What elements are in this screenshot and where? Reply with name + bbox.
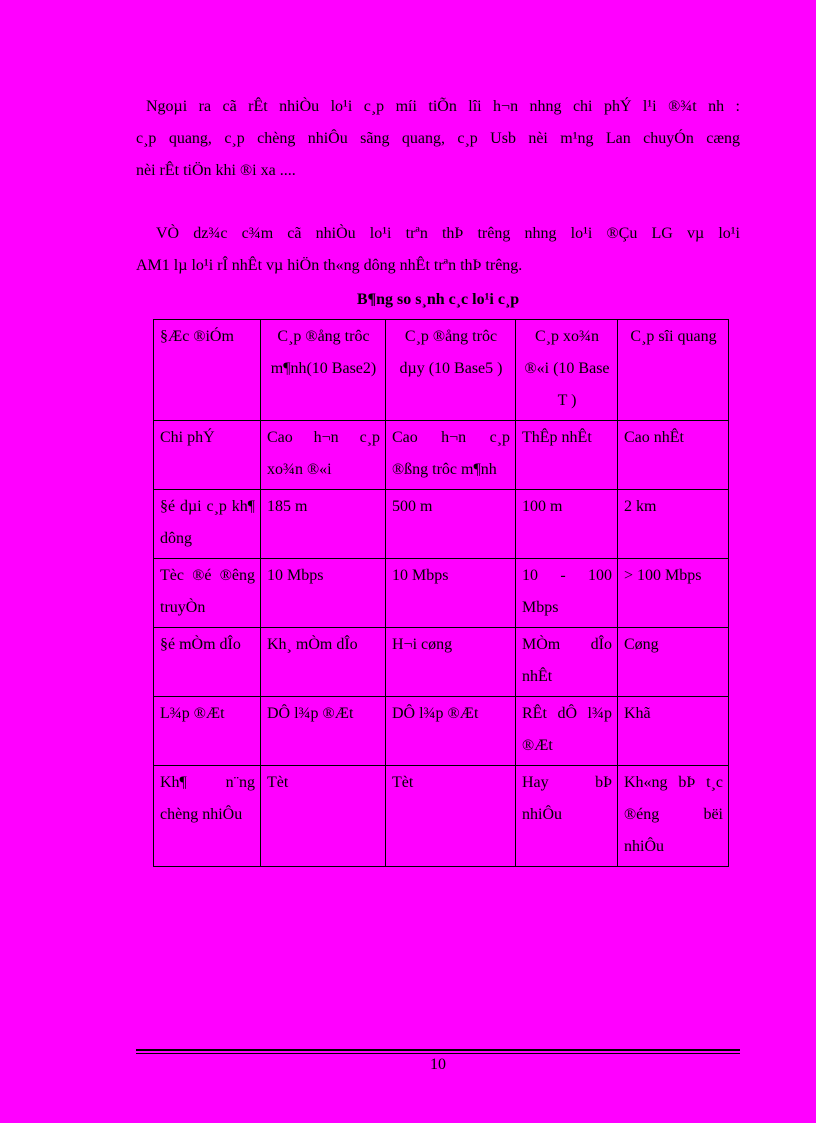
table-cell: MÒm dÎo nhÊt xyxy=(516,628,618,697)
table-cell: Chi phÝ xyxy=(154,421,261,490)
paragraph-line: Ngoµi ra cã rÊt nhiÒu lo¹i c¸p míi tiÕn lîi h¬n nhng chi phÝ l¹i ®¾t nh : xyxy=(146,98,740,115)
header-cell: C¸p ®ång trôc dµy (10 Base5 ) xyxy=(386,320,516,421)
table-cell: Tèc ®é ®êng truyÒn xyxy=(154,559,261,628)
table-row xyxy=(154,697,729,766)
table-cell: H¬i cøng xyxy=(386,628,516,697)
cable-comparison-table xyxy=(153,319,729,867)
table-cell: L¾p ®Æt xyxy=(154,697,261,766)
table-cell: DÔ l¾p ®Æt xyxy=(386,697,516,766)
header-cell: C¸p sîi quang xyxy=(618,320,729,421)
table-cell: 10 Mbps xyxy=(261,559,386,628)
table-cell: 100 m xyxy=(516,490,618,559)
paragraph-line: c¸p quang, c¸p chèng nhiÔu sãng quang, c¸p Usb nèi m¹ng Lan chuyÓn cæng xyxy=(136,130,740,147)
table-cell: Cao h¬n c¸p ®ßng trôc m¶nh xyxy=(386,421,516,490)
table-cell: 10 - 100 Mbps xyxy=(516,559,618,628)
paragraph-line: nèi rÊt tiÖn khi ®i xa .... xyxy=(136,162,296,179)
table-row xyxy=(154,766,729,867)
table-cell: Cao nhÊt xyxy=(618,421,729,490)
table-row xyxy=(154,628,729,697)
table-cell: Khã xyxy=(618,697,729,766)
table-cell: Kh«ng bÞ t¸c ®éng bëi nhiÔu xyxy=(618,766,729,867)
table-cell: 185 m xyxy=(261,490,386,559)
table-cell: DÔ l¾p ®Æt xyxy=(261,697,386,766)
table-cell: > 100 Mbps xyxy=(618,559,729,628)
table-cell: Cao h¬n c¸p xo¾n ®«i xyxy=(261,421,386,490)
table-cell: Tèt xyxy=(386,766,516,867)
table-title: B¶ng so s¸nh c¸c lo¹i c¸p xyxy=(356,291,520,308)
table-row xyxy=(154,421,729,490)
table-cell: Kh¶ n¨ng chèng nhiÔu xyxy=(154,766,261,867)
table-cell: Tèt xyxy=(261,766,386,867)
paragraph-line: AM1 lµ lo¹i rÎ nhÊt vµ hiÖn th«ng dông nhÊt trªn thÞ trêng. xyxy=(136,257,523,274)
paragraph-intro xyxy=(136,91,740,187)
header-cell: C¸p ®ång trôc m¶nh(10 Base2) xyxy=(261,320,386,421)
header-cell: C¸p xo¾n ®«i (10 Base T ) xyxy=(516,320,618,421)
table-cell: ThÊp nhÊt xyxy=(516,421,618,490)
paragraph-line: VÒ dz¾c c¾m cã nhiÒu lo¹i trªn thÞ trêng nhng lo¹i ®Çu LG vµ lo¹i xyxy=(156,225,740,242)
header-cell: §Æc ®iÓm xyxy=(154,320,261,421)
table-cell: RÊt dÔ l¾p ®Æt xyxy=(516,697,618,766)
table-row xyxy=(154,559,729,628)
table-cell: Kh¸ mÒm dÎo xyxy=(261,628,386,697)
table-cell: 2 km xyxy=(618,490,729,559)
table-cell: Hay bÞ nhiÔu xyxy=(516,766,618,867)
table-cell: 10 Mbps xyxy=(386,559,516,628)
table-cell: Cøng xyxy=(618,628,729,697)
page-number: 10 xyxy=(430,1056,446,1073)
table-cell: §é dµi c¸p kh¶ dông xyxy=(154,490,261,559)
paragraph-connectors xyxy=(136,218,740,282)
table-header-row xyxy=(154,320,729,421)
table-row xyxy=(154,490,729,559)
table-cell: §é mÒm dÎo xyxy=(154,628,261,697)
table-cell: 500 m xyxy=(386,490,516,559)
